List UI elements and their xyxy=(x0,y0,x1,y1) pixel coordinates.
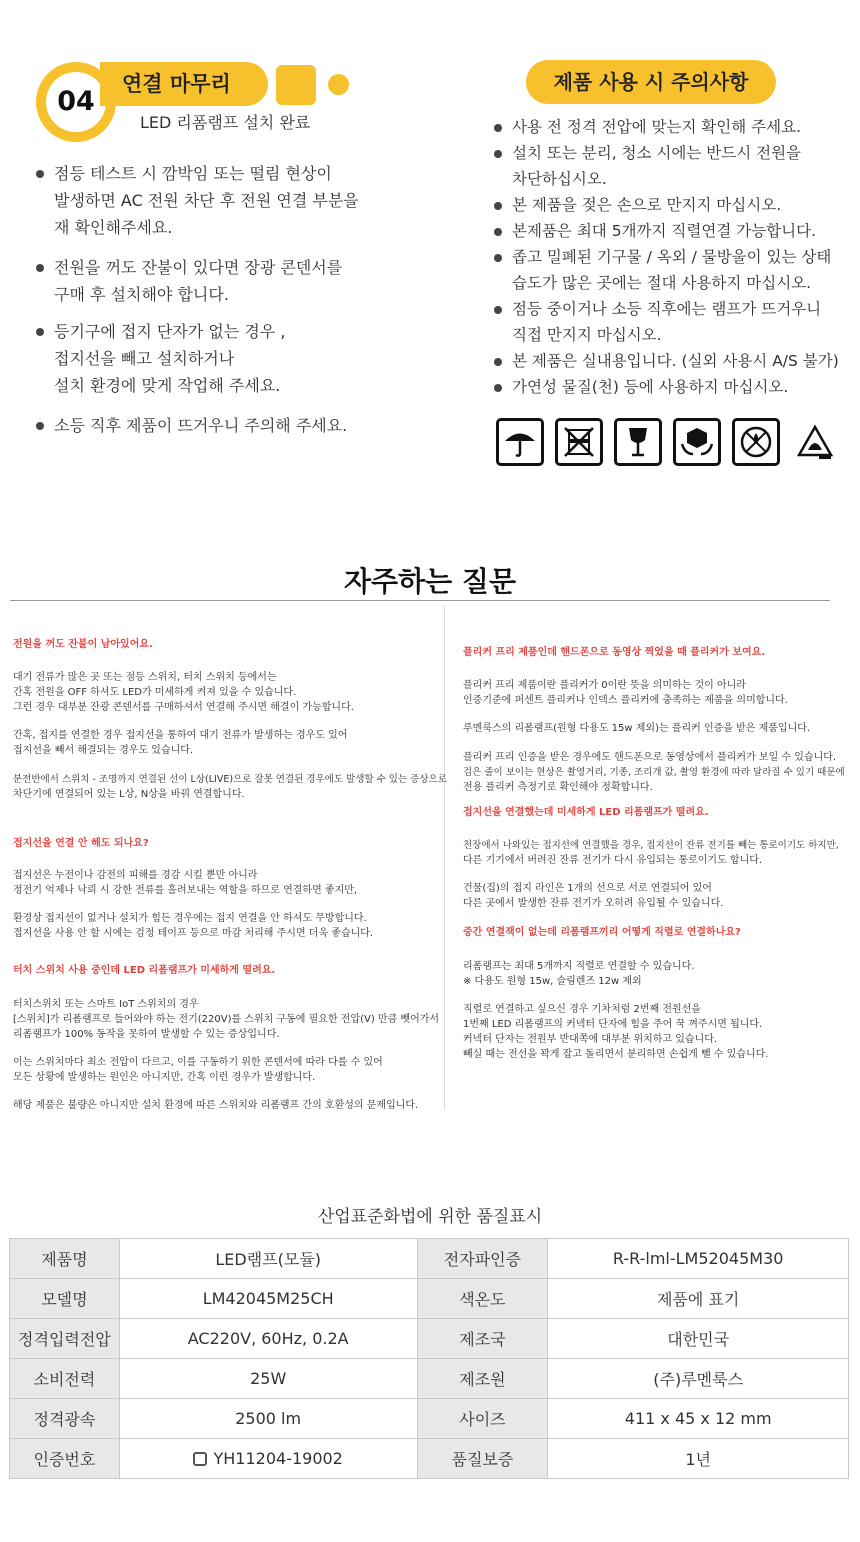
caution-line: 본 제품을 젖은 손으로 만지지 마십시오. xyxy=(512,196,782,214)
spec-label: 품질보증 xyxy=(417,1439,548,1479)
caution-line: 차단하십시오. xyxy=(512,170,607,188)
faq-answer: 접지선을 사용 안 할 시에는 검정 테이프 등으로 마감 처리해 주시면 더욱 좋습니다. xyxy=(13,928,374,939)
caution-line: 설치 또는 분리, 청소 시에는 반드시 전원을 xyxy=(512,144,802,162)
faq-question: 전원을 꺼도 잔불이 남아있어요. xyxy=(13,639,153,650)
spec-value: (주)루멘룩스 xyxy=(548,1359,849,1399)
faq-answer: 이는 스위치마다 최소 전압이 다르고, 이를 구동하기 위한 콘덴서에 따라 다를 수 있어 xyxy=(13,1057,383,1068)
faq-answer: 검은 줄이 보이는 현상은 촬영거리, 기종, 조리개 값, 촬영 환경에 따라 달라질 수 있기 때문에 xyxy=(463,767,845,778)
faq-answer: 플리커 프리 인증을 받은 경우에도 핸드폰으로 동영상에서 플리커가 보일 수 있습니다. xyxy=(463,752,837,763)
faq-answer: 간혹 전원을 OFF 하셔도 LED가 미세하게 켜져 있을 수 있습니다. xyxy=(13,687,297,698)
faq-answer: 대기 전류가 많은 곳 또는 점등 스위치, 터치 스위치 등에서는 xyxy=(13,672,277,683)
faq-right-column xyxy=(463,0,857,1120)
faq-column-divider xyxy=(444,605,445,1110)
faq-answer: 루멘룩스의 리폼램프(원형 다용도 15w 제외)는 플리커 인증을 받은 제품입니다. xyxy=(463,723,811,734)
spec-value: 1년 xyxy=(548,1439,849,1479)
faq-answer: 환경상 접지선이 없거나 설치가 힘든 경우에는 접지 연결을 안 하셔도 무방합니다. xyxy=(13,913,367,924)
faq-answer: 플리커 프리 제품이란 플리커가 0이란 뜻을 의미하는 것이 아니라 xyxy=(463,680,746,691)
note-line: 설치 환경에 맞게 작업해 주세요. xyxy=(54,376,281,395)
faq-question: 접지선을 연결했는데 미세하게 LED 리폼램프가 떨려요. xyxy=(463,807,709,818)
spec-value: 25W xyxy=(119,1359,417,1399)
faq-answer: 모든 상황에 발생하는 원인은 아니지만, 간혹 이런 경우가 발생합니다. xyxy=(13,1072,316,1083)
faq-answer: 전용 플리커 측정기로 확인해야 정확합니다. xyxy=(463,782,653,793)
faq-answer: 정전기 억제나 낙뢰 시 강한 전류를 흘려보내는 역할을 하므로 연결하면 좋지만, xyxy=(13,885,358,896)
spec-value: LM42045M25CH xyxy=(119,1279,417,1319)
spec-value: YH11204-19002 xyxy=(213,1449,343,1468)
caution-line: 좁고 밀폐된 기구물 / 옥외 / 물방울이 있는 상태 xyxy=(512,248,832,266)
faq-question: 플리커 프리 제품인데 핸드폰으로 동영상 찍었을 때 플리커가 보여요. xyxy=(463,647,766,658)
spec-label: 제품명 xyxy=(10,1239,120,1279)
caution-title: 제품 사용 시 주의사항 xyxy=(526,60,776,104)
faq-answer: 접지선을 빼서 해결되는 경우도 있습니다. xyxy=(13,745,194,756)
faq-answer: 1번째 LED 리폼램프의 커넥터 단자에 힘을 주어 꾹 껴주시면 됩니다. xyxy=(463,1019,763,1030)
note-line: 재 확인해주세요. xyxy=(54,218,173,237)
faq-answer: 그런 경우 대부분 잔광 콘덴서를 구매하셔서 연결해 주시면 해결이 가능합니다. xyxy=(13,702,354,713)
spec-label: 색온도 xyxy=(417,1279,548,1319)
spec-value: 411 x 45 x 12 mm xyxy=(548,1399,849,1439)
spec-value: LED램프(모듈) xyxy=(119,1239,417,1279)
spec-value: 대한민국 xyxy=(548,1319,849,1359)
faq-answer: [스위치]가 리폼램프로 들어와야 하는 전기(220V)를 스위치 구동에 필요한 전압(V) 만큼 뺏어가서 xyxy=(13,1014,440,1025)
caution-line: 본제품은 최대 5개까지 직렬연결 가능합니다. xyxy=(512,222,817,240)
spec-label: 정격입력전압 xyxy=(10,1319,120,1359)
spec-label: 제조원 xyxy=(417,1359,548,1399)
caution-line: 본 제품은 실내용입니다. (실외 사용시 A/S 불가) xyxy=(512,352,839,370)
caution-line: 습도가 많은 곳에는 절대 사용하지 마십시오. xyxy=(512,274,812,292)
quality-table-title: 산업표준화법에 위한 품질표시 xyxy=(317,1207,543,1227)
faq-answer: 다른 곳에서 발생한 잔류 전기가 오히려 유입될 수 있습니다. xyxy=(463,898,724,909)
faq-answer: 건물(집)의 접지 라인은 1개의 선으로 서로 연결되어 있어 xyxy=(463,883,712,894)
faq-answer: 빼실 때는 전선을 꽉게 잡고 돌리면서 분리하면 손쉽게 뺄 수 있습니다. xyxy=(463,1049,769,1060)
faq-title: 자주하는 질문 xyxy=(343,565,517,598)
faq-answer: 커넥터 단자는 전원부 반대쪽에 대부분 위치하고 있습니다. xyxy=(463,1034,718,1045)
caution-line: 사용 전 정격 전압에 맞는지 확인해 주세요. xyxy=(512,118,802,136)
step-number: 04 xyxy=(57,86,95,117)
caution-line: 점등 중이거나 소등 직후에는 램프가 뜨거우니 xyxy=(512,300,822,318)
faq-question: 중간 연결잭이 없는데 리폼램프끼리 어떻게 직렬로 연결하나요? xyxy=(463,927,741,938)
faq-answer: 간혹, 접지를 연결한 경우 접지선을 통하여 대기 전류가 발생하는 경우도 있어 xyxy=(13,730,348,741)
spec-label: 제조국 xyxy=(417,1319,548,1359)
quality-spec-table xyxy=(9,1238,849,1479)
kc-mark-icon xyxy=(193,1452,207,1466)
note-line: 발생하면 AC 전원 차단 후 전원 연결 부분을 xyxy=(54,191,359,210)
table-row xyxy=(10,1239,849,1279)
step-subtitle: LED 리폼램프 설치 완료 xyxy=(140,113,311,132)
table-row xyxy=(10,1319,849,1359)
spec-label: 정격광속 xyxy=(10,1399,120,1439)
caution-line: 직접 만지지 마십시오. xyxy=(512,326,662,344)
spec-label: 인증번호 xyxy=(10,1439,120,1479)
step-title: 연결 마무리 xyxy=(122,72,231,96)
spec-value: 제품에 표기 xyxy=(548,1279,849,1319)
faq-question: 접지선을 연결 안 해도 되나요? xyxy=(13,838,149,849)
faq-answer: 분전반에서 스위치 - 조명까지 연결된 선이 L상(LIVE)으로 잘못 연결된 경우에도 발생할 수 있는 증상으로 xyxy=(13,774,447,785)
caution-line: 가연성 물질(천) 등에 사용하지 마십시오. xyxy=(512,378,789,396)
spec-value-cert xyxy=(119,1439,417,1479)
faq-answer: 리폼램프는 최대 5개까지 직렬로 연결할 수 있습니다. xyxy=(463,961,695,972)
table-row xyxy=(10,1439,849,1479)
table-row xyxy=(10,1359,849,1399)
spec-label: 사이즈 xyxy=(417,1399,548,1439)
table-row xyxy=(10,1399,849,1439)
note-line: 접지선을 빼고 설치하거나 xyxy=(54,349,235,368)
spec-label: 소비전력 xyxy=(10,1359,120,1399)
note-line: 점등 테스트 시 깜박임 또는 떨림 현상이 xyxy=(54,164,332,183)
faq-question: 터치 스위치 사용 중인데 LED 리폼램프가 미세하게 떨려요. xyxy=(13,965,276,976)
faq-answer: 다른 기기에서 버려진 잔류 전기가 다시 유입되는 통로이기도 합니다. xyxy=(463,855,763,866)
spec-value: 2500 lm xyxy=(119,1399,417,1439)
faq-answer: 터치스위치 또는 스마트 IoT 스위치의 경우 xyxy=(13,999,199,1010)
table-row xyxy=(10,1279,849,1319)
faq-left-column xyxy=(13,0,447,1120)
spec-label: 모델명 xyxy=(10,1279,120,1319)
note-line: 소등 직후 제품이 뜨거우니 주의해 주세요. xyxy=(54,416,348,435)
faq-answer: 차단기에 연결되어 있는 L상, N상을 바꿔 연결합니다. xyxy=(13,789,245,800)
spec-label: 전자파인증 xyxy=(417,1239,548,1279)
note-line: 전원을 꺼도 잔불이 있다면 장광 콘덴서를 xyxy=(54,258,343,277)
faq-answer: 인증기준에 퍼센트 플리커나 인덱스 플리커에 충족하는 제품을 의미합니다. xyxy=(463,695,788,706)
faq-answer: 직렬로 연결하고 싶으신 경우 기차처럼 2번째 전원선을 xyxy=(463,1004,701,1015)
faq-answer: ※ 다용도 원형 15w, 슬림렌즈 12w 제외 xyxy=(463,976,642,987)
spec-value: R-R-lml-LM52045M30 xyxy=(548,1239,849,1279)
faq-answer: 천장에서 나와있는 접지선에 연결했을 경우, 접지선이 잔류 전기를 빼는 통로이기도 하지만, xyxy=(463,840,839,851)
faq-answer: 접지선은 누전이나 감전의 피해를 경감 시킬 뿐만 아니라 xyxy=(13,870,258,881)
faq-answer: 해당 제품은 불량은 아니지만 설치 환경에 따른 스위치와 리폼램프 간의 호환성의 문제입니다. xyxy=(13,1100,419,1111)
note-line: 등기구에 접지 단자가 없는 경우 , xyxy=(54,322,286,341)
note-line: 구매 후 설치해야 합니다. xyxy=(54,285,229,304)
spec-value: AC220V, 60Hz, 0.2A xyxy=(119,1319,417,1359)
faq-answer: 리폼램프가 100% 동작을 못하여 발생할 수 있는 증상입니다. xyxy=(13,1029,280,1040)
